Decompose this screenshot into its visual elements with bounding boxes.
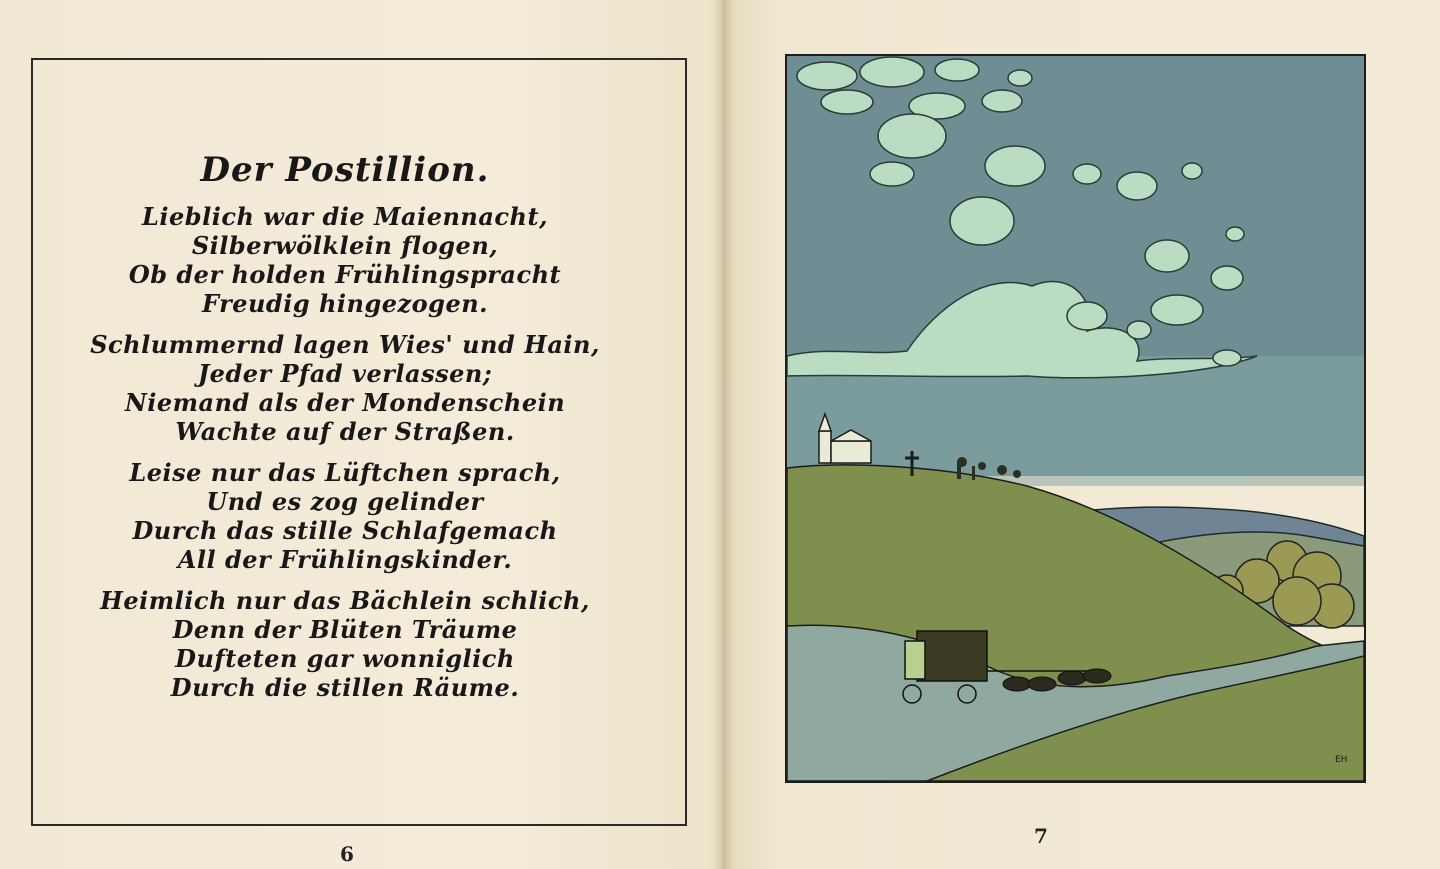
cloud [870, 162, 914, 186]
illustration-plate [785, 54, 1366, 783]
cloud [1151, 295, 1203, 325]
cloud [982, 90, 1022, 112]
cloud [1211, 266, 1243, 290]
verse-line: Niemand als der Mondenschein [124, 388, 566, 417]
verse-line: Leise nur das Lüftchen sprach, [129, 458, 561, 487]
cloud [1213, 350, 1241, 366]
cloud [1008, 70, 1032, 86]
verse-line: Und es zog gelinder [206, 487, 484, 516]
cloud [1145, 240, 1189, 272]
verse-line: Silberwölklein flogen, [191, 231, 499, 260]
verse-line: Schlummernd lagen Wies' und Hain, [90, 330, 600, 359]
verse-line: Lieblich war die Maiennacht, [142, 202, 548, 231]
verse-line: Wachte auf der Straßen. [175, 417, 515, 446]
page-number-left: 6 [340, 842, 354, 866]
cloud [860, 57, 924, 87]
cloud [1067, 302, 1107, 330]
verse-line: Durch die stillen Räume. [170, 673, 520, 702]
verse-line: Freudig hingezogen. [201, 289, 489, 318]
cloud [1182, 163, 1202, 179]
artist-monogram: EH [1335, 755, 1348, 765]
stanza-3 [0, 458, 690, 574]
cloud [821, 90, 873, 114]
verse-line: Dufteten gar wonniglich [175, 644, 515, 673]
landscape-illustration [787, 56, 1364, 781]
cloud [935, 59, 979, 81]
poem-title: Der Postillion. [200, 150, 490, 190]
verse-line: All der Frühlingskinder. [177, 545, 513, 574]
verse-line: Denn der Blüten Träume [172, 615, 518, 644]
verse-line: Heimlich nur das Bächlein schlich, [100, 586, 590, 615]
cloud [950, 197, 1014, 245]
stanza-2 [0, 330, 690, 446]
cloud [1117, 172, 1157, 200]
verse-line: Durch das stille Schlafgemach [132, 516, 558, 545]
cloud [878, 114, 946, 158]
stanza-1 [0, 202, 690, 318]
cloud [985, 146, 1045, 186]
verse-line: Jeder Pfad verlassen; [197, 359, 493, 388]
cloud [1073, 164, 1101, 184]
cloud [1226, 227, 1244, 241]
verse-line: Ob der holden Frühlingspracht [128, 260, 562, 289]
cloud [797, 62, 857, 90]
cloud [1127, 321, 1151, 339]
poem [0, 148, 690, 714]
stanza-4 [0, 586, 690, 702]
page-number-right: 7 [1034, 824, 1048, 848]
book-gutter [712, 0, 734, 869]
